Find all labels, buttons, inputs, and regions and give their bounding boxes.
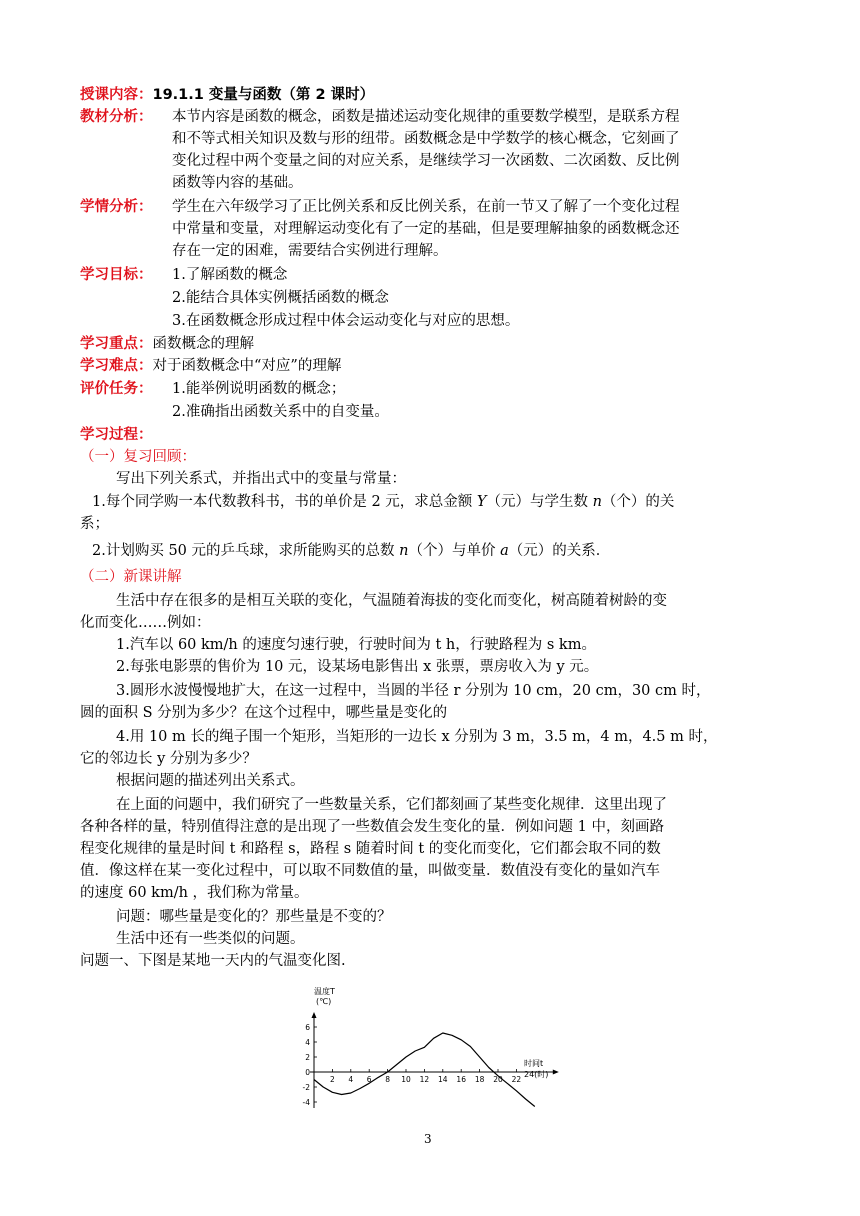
y-tick-label: 0: [305, 1068, 310, 1077]
newlesson-line: 生活中存在很多的是相互关联的变化，气温随着海拔的变化而变化，树高随着树龄的变: [116, 593, 667, 609]
newlesson-line: 化而变化……例如：: [80, 615, 211, 631]
x-tick-label: 4: [348, 1075, 354, 1084]
learner-label-text: 学情分析：: [80, 199, 153, 215]
learner-line: 存在一定的困难，需要结合实例进行理解。: [172, 243, 448, 259]
temperature-chart: [296, 982, 576, 1122]
x-axis-arrow: [553, 1070, 559, 1075]
newlesson-heading: （二）新课讲解: [80, 569, 182, 585]
process-label: [80, 424, 153, 446]
x-tick-label: 8: [385, 1075, 390, 1084]
content-label: 授课内容：: [80, 87, 153, 103]
chart-xlabel-1: 时间t: [524, 1059, 544, 1068]
analysis-line: 本节内容是函数的概念，函数是描述运动变化规律的重要数学模型，是联系方程: [172, 109, 680, 125]
learner-line: 学生在六年级学习了正比例关系和反比例关系，在前一节又了解了一个变化过程: [172, 199, 680, 215]
newlesson-line: 各种各样的量，特别值得注意的是出现了一些数值会发生变化的量．例如问题 1 中，刻画路: [80, 819, 664, 835]
x-tick-label: 14: [438, 1075, 448, 1084]
analysis-label: [80, 106, 153, 128]
review-intro: 写出下列关系式，并指出式中的变量与常量：: [116, 471, 406, 487]
newlesson-line: 在上面的问题中，我们研究了一些数量关系，它们都刻画了某些变化规律．这里出现了: [116, 797, 667, 813]
newlesson-line: 2.每张电影票的售价为 10 元，设某场电影售出 x 张票，票房收入为 y 元。: [116, 659, 599, 675]
x-tick-label: 18: [474, 1075, 485, 1084]
newlesson-line: 生活中还有一些类似的问题。: [116, 931, 305, 947]
content-row: [80, 84, 374, 106]
difficulty-label: 学习难点：: [80, 358, 153, 374]
x-tick-label: 10: [401, 1075, 411, 1084]
y-tick-label: 4: [305, 1038, 310, 1047]
newlesson-line: 的速度 60 km/h ，我们称为常量。: [80, 885, 309, 901]
evaluation-item: 2.准确指出函数关系中的自变量。: [172, 404, 389, 420]
chart-ylabel-2: (℃): [316, 997, 332, 1006]
x-tick-label: 12: [419, 1075, 430, 1084]
page-number: 3: [424, 1132, 432, 1146]
newlesson-line: 根据问题的描述列出关系式。: [116, 773, 305, 789]
focus-row: [80, 333, 254, 355]
x-tick-label: 22: [511, 1075, 522, 1084]
newlesson-line: 问题：哪些量是变化的？那些量是不变的？: [116, 909, 392, 925]
y-tick-label: 2: [305, 1053, 310, 1062]
goals-label: [80, 264, 153, 286]
y-axis-arrow: [312, 1012, 317, 1018]
chart-ylabel-1: 温度T: [314, 987, 335, 996]
chart-xlabel-2: 24(时): [524, 1070, 549, 1079]
goal-item: 1.了解函数的概念: [172, 267, 288, 283]
review-question-1-cont: 系；: [80, 516, 109, 532]
process-label-text: 学习过程：: [80, 427, 153, 443]
evaluation-label: [80, 378, 153, 400]
learner-label: [80, 196, 153, 218]
x-tick-label: 20: [493, 1075, 503, 1084]
goal-item: 3.在函数概念形成过程中体会运动变化与对应的思想。: [172, 313, 520, 329]
review-heading: （一）复习回顾：: [80, 449, 196, 465]
review-question-1: 1.每个同学购一本代数教科书，书的单价是 2 元，求总金额 Y（元）与学生数 n（个）的关: [92, 494, 675, 510]
x-tick-label: 2: [330, 1075, 335, 1084]
newlesson-line: 它的邻边长 y 分别为多少？: [80, 751, 257, 767]
evaluation-item: 1.能举例说明函数的概念；: [172, 381, 346, 397]
y-tick-label: -4: [302, 1098, 310, 1107]
newlesson-line: 1.汽车以 60 km/h 的速度匀速行驶，行驶时间为 t h，行驶路程为 s km。: [116, 637, 596, 653]
x-tick-label: 16: [456, 1075, 466, 1084]
focus-label: 学习重点：: [80, 336, 153, 352]
newlesson-line: 值．像这样在某一变化过程中，可以取不同数值的量，叫做变量．数值没有变化的量如汽车: [80, 863, 660, 879]
evaluation-label-text: 评价任务：: [80, 381, 153, 397]
y-tick-label: 6: [305, 1023, 310, 1032]
review-question-2: 2.计划购买 50 元的乒乓球，求所能购买的总数 n（个）与单价 a（元）的关系．: [92, 543, 611, 559]
newlesson-line: 4.用 10 m 长的绳子围一个矩形，当矩形的一边长 x 分别为 3 m，3.5 m，4 m，4.5 m 时，: [116, 729, 718, 745]
content-title: 19.1.1 变量与函数（第 2 课时）: [152, 87, 375, 103]
newlesson-line: 3.圆形水波慢慢地扩大，在这一过程中，当圆的半径 r 分别为 10 cm，20 cm，30 cm 时，: [116, 683, 711, 699]
x-tick-label: 6: [366, 1075, 372, 1084]
analysis-line: 函数等内容的基础。: [172, 175, 303, 191]
newlesson-line: 圆的面积 S 分别为多少？在这个过程中，哪些量是变化的: [80, 705, 448, 721]
analysis-label-text: 教材分析：: [80, 109, 153, 125]
learner-line: 中常量和变量，对理解运动变化有了一定的基础，但是要理解抽象的函数概念还: [172, 221, 680, 237]
newlesson-line: 问题一、下图是某地一天内的气温变化图.: [80, 953, 346, 969]
analysis-line: 变化过程中两个变量之间的对应关系，是继续学习一次函数、二次函数、反比例: [172, 153, 680, 169]
goals-label-text: 学习目标：: [80, 267, 153, 283]
difficulty-row: [80, 355, 341, 377]
goal-item: 2.能结合具体实例概括函数的概念: [172, 290, 389, 306]
newlesson-line: 程变化规律的量是时间 t 和路程 s，路程 s 随着时间 t 的变化而变化，它们都会取不同的数: [80, 841, 661, 857]
difficulty-text: 对于函数概念中“对应”的理解: [152, 358, 342, 374]
analysis-line: 和不等式相关知识及数与形的纽带。函数概念是中学数学的核心概念，它刻画了: [172, 131, 680, 147]
chart-ticks: [303, 1023, 522, 1107]
y-tick-label: -2: [302, 1083, 310, 1092]
focus-text: 函数概念的理解: [152, 336, 254, 352]
